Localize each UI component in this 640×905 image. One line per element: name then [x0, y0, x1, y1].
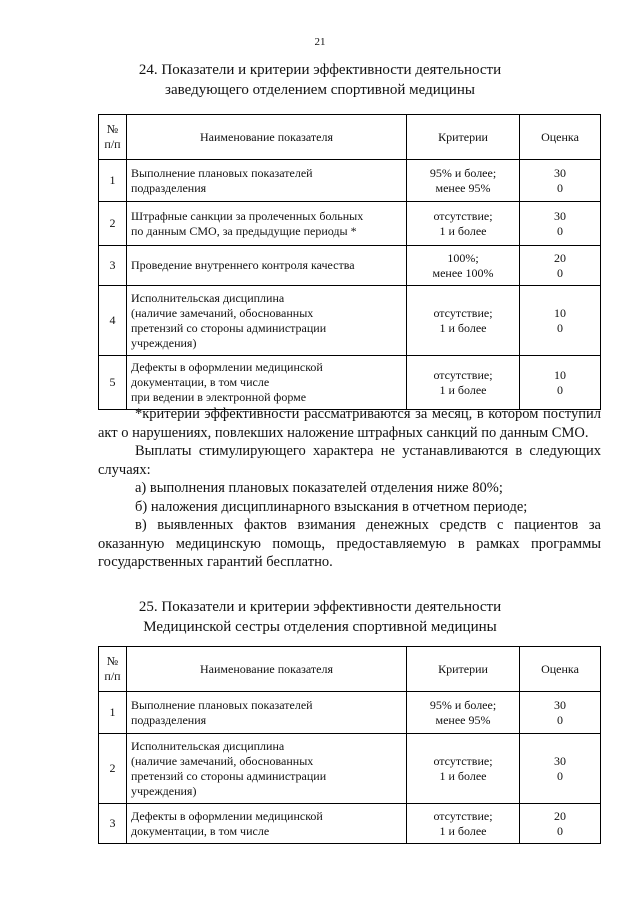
row-num: 2: [99, 202, 127, 246]
table-row: [99, 286, 601, 356]
row-num: 1: [99, 160, 127, 202]
row-num: 2: [99, 734, 127, 804]
row-score: 20 0: [520, 804, 601, 844]
row-num: 5: [99, 356, 127, 410]
exception-item-a: а) выполнения плановых показателей отделения ниже 80%;: [135, 480, 503, 496]
row-criteria: 100%; менее 100%: [407, 246, 520, 286]
row-criteria: отсутствие; 1 и более: [407, 734, 520, 804]
row-score: 30 0: [520, 202, 601, 246]
exception-item-b: б) наложения дисциплинарного взыскания в отчетном периоде;: [135, 498, 528, 515]
header-num: № п/п: [99, 647, 127, 692]
table-row: [99, 202, 601, 246]
section-25-table: [98, 646, 601, 844]
row-score: 30 0: [520, 692, 601, 734]
section-24-table: [98, 114, 601, 410]
row-name: Дефекты в оформлении медицинской документации, в том числе при ведении в электронной форме: [127, 356, 407, 410]
row-name: Выполнение плановых показателей подразделения: [127, 692, 407, 734]
table-header-row: [99, 647, 601, 692]
header-criteria: Критерии: [407, 647, 520, 692]
row-num: 3: [99, 804, 127, 844]
row-score: 20 0: [520, 246, 601, 286]
table-row: [99, 356, 601, 410]
row-criteria: 95% и более; менее 95%: [407, 692, 520, 734]
header-score: Оценка: [520, 115, 601, 160]
header-name: Наименование показателя: [127, 115, 407, 160]
table-header-row: [99, 115, 601, 160]
row-name: Штрафные санкции за пролеченных больных по данным СМО, за предыдущие периоды *: [127, 202, 407, 246]
header-criteria: Критерии: [407, 115, 520, 160]
header-name: Наименование показателя: [127, 647, 407, 692]
table-row: [99, 246, 601, 286]
row-criteria: отсутствие; 1 и более: [407, 804, 520, 844]
exception-item-c: в) выявленных фактов взимания денежных средств с пациентов за оказанную медицинскую помощь, предоставляемую в рамках программы государственных гарантий бесплатно.: [98, 517, 601, 570]
row-score: 10 0: [520, 286, 601, 356]
header-num: № п/п: [99, 115, 127, 160]
row-score: 10 0: [520, 356, 601, 410]
row-score: 30 0: [520, 160, 601, 202]
row-name: Дефекты в оформлении медицинской документации, в том числе: [127, 804, 407, 844]
table-row: [99, 160, 601, 202]
page-number: 21: [314, 36, 326, 48]
section-25-title-line1: 25. Показатели и критерии эффективности деятельности: [138, 599, 502, 615]
row-num: 1: [99, 692, 127, 734]
row-name: Проведение внутреннего контроля качества: [127, 246, 407, 286]
exceptions-intro: Выплаты стимулирующего характера не устанавливаются в следующих случаях:: [98, 443, 601, 478]
section-24-title-line1: 24. Показатели и критерии эффективности деятельности: [138, 62, 502, 78]
section-25-title-line2: Медицинской сестры отделения спортивной медицины: [143, 619, 497, 635]
row-name: Исполнительская дисциплина (наличие замечаний, обоснованных претензий со стороны администрации учреждения): [127, 286, 407, 356]
row-score: 30 0: [520, 734, 601, 804]
section-24-title-line2: заведующего отделением спортивной медицины: [165, 82, 475, 98]
notes-block: [98, 405, 601, 572]
table-row: [99, 804, 601, 844]
section-25-title: [0, 597, 640, 637]
row-criteria: отсутствие; 1 и более: [407, 356, 520, 410]
footnote-text: *критерии эффективности рассматриваются за месяц, в котором поступил акт о нарушениях, повлекших наложение штрафных санкций по данным СМО.: [98, 406, 601, 441]
table-row: [99, 692, 601, 734]
section-24-title: [0, 60, 640, 100]
header-score: Оценка: [520, 647, 601, 692]
table-row: [99, 734, 601, 804]
row-name: Выполнение плановых показателей подразделения: [127, 160, 407, 202]
row-criteria: отсутствие; 1 и более: [407, 202, 520, 246]
row-name: Исполнительская дисциплина (наличие замечаний, обоснованных претензий со стороны администрации учреждения): [127, 734, 407, 804]
row-criteria: отсутствие; 1 и более: [407, 286, 520, 356]
row-num: 4: [99, 286, 127, 356]
row-num: 3: [99, 246, 127, 286]
row-criteria: 95% и более; менее 95%: [407, 160, 520, 202]
